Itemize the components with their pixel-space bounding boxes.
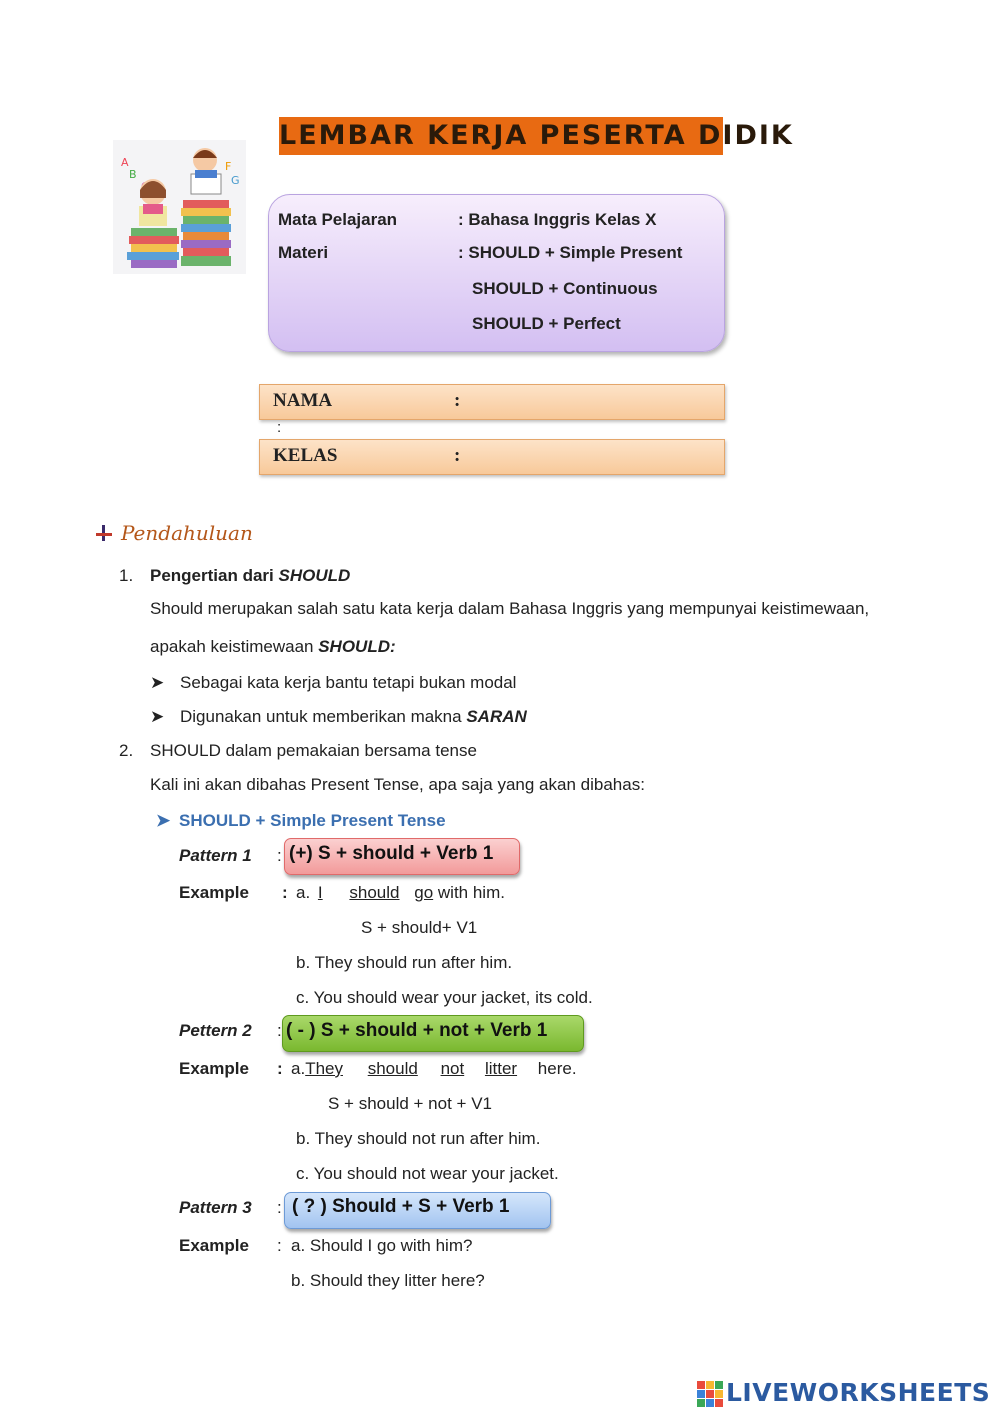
item1-bullet-2: Digunakan untuk memberikan makna SARAN [180,707,527,726]
pattern3-example-colon: : [277,1236,282,1255]
pattern2-example-colon: : [277,1059,283,1078]
arrow-bullet-icon: ➤ [150,673,165,692]
svg-text:A: A [121,156,129,169]
name-colon: : [454,390,461,411]
item2-number: 2. [119,741,134,760]
pattern2-example-c: c. You should not wear your jacket. [296,1164,559,1183]
liveworksheets-logo-icon [697,1381,723,1407]
subject-value: : Bahasa Inggris Kelas X [458,210,657,229]
watermark: LIVEWORKSHEETS [726,1378,991,1407]
pattern2-label: Pettern 2 [179,1021,252,1040]
page-title: LEMBAR KERJA PESERTA DIDIK [279,120,794,151]
pattern1-formula: (+) S + should + Verb 1 [289,843,494,864]
pattern1-colon: : [277,846,282,865]
pattern1-example-c: c. You should wear your jacket, its cold. [296,988,593,1007]
subject-label: Mata Pelajaran [278,210,398,229]
pattern2-example-b: b. They should not run after him. [296,1129,541,1148]
pattern3-label: Pattern 3 [179,1198,252,1217]
name-label: NAMA [273,390,333,411]
pattern1-example-a: a. I should go with him. [296,883,505,902]
kids-reading-illustration [113,140,246,274]
material-value-1: : SHOULD + Simple Present [458,243,683,262]
pattern3-example-a: a. Should I go with him? [291,1236,473,1255]
material-value-3: SHOULD + Perfect [472,314,621,333]
svg-text:G: G [231,174,240,187]
svg-text:B: B [129,168,137,181]
pattern2-example-label: Example [179,1059,249,1078]
material-label: Materi [278,243,329,262]
pattern3-example-b: b. Should they litter here? [291,1271,485,1290]
item1-number: 1. [119,566,134,585]
material-value-2: SHOULD + Continuous [472,279,658,298]
class-colon: : [454,445,461,466]
item1-bullet-1: Sebagai kata kerja bantu tetapi bukan modal [180,673,517,692]
pattern3-formula: ( ? ) Should + S + Verb 1 [292,1196,510,1217]
pattern3-colon: : [277,1198,282,1217]
item2-subheading: SHOULD + Simple Present Tense [179,811,446,830]
pattern1-example-colon: : [282,883,288,902]
arrow-bullet-icon: ➤ [150,707,165,726]
item2-paragraph: Kali ini akan dibahas Present Tense, apa saja yang akan dibahas: [150,775,645,794]
pattern1-example-label: Example [179,883,249,902]
item1-paragraph-2: apakah keistimewaan SHOULD: [150,637,396,656]
stray-colon: : [277,419,282,436]
pattern2-colon: : [277,1021,282,1040]
pattern1-example-b: b. They should run after him. [296,953,513,972]
item2-title: SHOULD dalam pemakaian bersama tense [150,741,477,760]
class-label: KELAS [273,445,338,466]
pattern1-label: Pattern 1 [179,846,252,865]
pattern1-example-a-formula: S + should+ V1 [361,918,478,937]
pattern2-example-a: a.They should not litter here. [291,1059,577,1078]
svg-text:F: F [225,160,232,173]
pattern3-example-label: Example [179,1236,249,1255]
pattern2-formula: ( - ) S + should + not + Verb 1 [286,1020,548,1041]
item1-paragraph-1: Should merupakan salah satu kata kerja dalam Bahasa Inggris yang mempunyai keistimewaan, [150,599,870,618]
cross-bullet-icon [95,524,113,542]
pattern2-example-a-formula: S + should + not + V1 [328,1094,492,1113]
section-heading: Pendahuluan [121,521,253,545]
item1-title: Pengertian dari SHOULD [150,566,351,585]
arrow-bullet-icon: ➤ [156,811,171,830]
